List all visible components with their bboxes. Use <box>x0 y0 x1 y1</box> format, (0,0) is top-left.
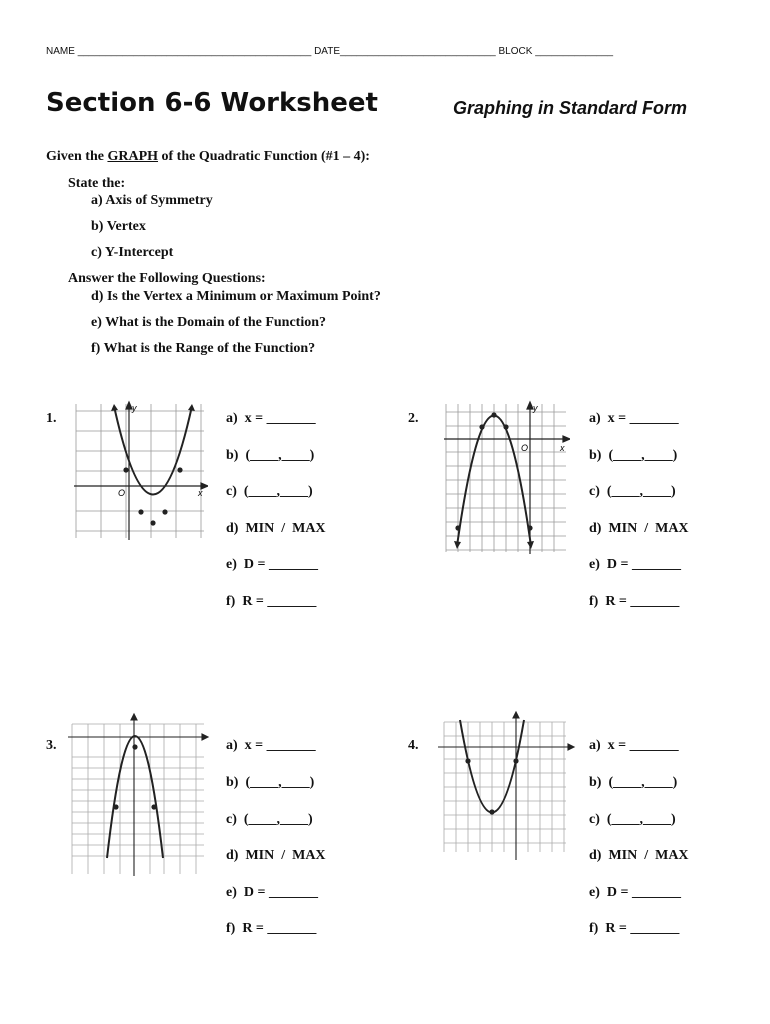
problem-1-number: 1. <box>46 411 57 426</box>
grid <box>72 724 204 874</box>
name-label: NAME <box>46 46 75 57</box>
problem-3-number: 3. <box>46 738 57 753</box>
y-axis-label: y <box>533 403 538 413</box>
state-item-vertex: b) Vertex <box>91 219 146 234</box>
answer-yintercept-line[interactable]: c) (____,____) <box>589 484 676 499</box>
answer-axis-line[interactable]: a) x = _______ <box>226 411 316 426</box>
answer-yintercept-line[interactable]: c) (____,____) <box>226 812 313 827</box>
state-item-yintercept: c) Y-Intercept <box>91 245 174 260</box>
plotted-points <box>123 467 182 525</box>
answer-min-max[interactable]: d) MIN / MAX <box>226 848 326 863</box>
question-min-max: d) Is the Vertex a Minimum or Maximum Point? <box>91 289 381 304</box>
grid <box>76 404 204 538</box>
graph-2 <box>442 400 570 556</box>
answer-vertex-line[interactable]: b) (____,____) <box>589 775 678 790</box>
answer-min-max[interactable]: d) MIN / MAX <box>226 521 326 536</box>
answer-label: Answer the Following Questions: <box>68 271 266 286</box>
curve-arrow-left <box>454 541 461 549</box>
origin-label: O <box>521 443 529 453</box>
answer-domain-line[interactable]: e) D = _______ <box>589 557 681 572</box>
curve-arrow-left <box>111 404 118 411</box>
problem-2-number: 2. <box>408 411 419 426</box>
answer-domain-line[interactable]: e) D = _______ <box>226 885 318 900</box>
given-prefix: Given the <box>46 149 108 164</box>
origin-label: O <box>118 488 126 498</box>
block-label: BLOCK <box>498 46 533 57</box>
question-range: f) What is the Range of the Function? <box>91 341 316 356</box>
answer-min-max[interactable]: d) MIN / MAX <box>589 848 689 863</box>
answer-range-line[interactable]: f) R = _______ <box>226 921 317 936</box>
date-label: DATE <box>314 46 340 57</box>
answer-range-line[interactable]: f) R = _______ <box>589 594 680 609</box>
given-suffix: of the Quadratic Function (#1 – 4): <box>158 149 370 164</box>
answer-axis-line[interactable]: a) x = _______ <box>589 411 679 426</box>
x-axis-label: x <box>198 488 203 498</box>
worksheet-subtitle: Graphing in Standard Form <box>453 98 688 118</box>
name-field[interactable]: __________________________________________ <box>77 46 312 57</box>
graph-1 <box>74 400 208 542</box>
answer-domain-line[interactable]: e) D = _______ <box>589 885 681 900</box>
graph-keyword: GRAPH <box>107 149 159 164</box>
y-axis-label: y <box>132 403 137 413</box>
problem-4-number: 4. <box>408 738 419 753</box>
block-field[interactable]: ______________ <box>535 46 614 57</box>
answer-range-line[interactable]: f) R = _______ <box>589 921 680 936</box>
answer-domain-line[interactable]: e) D = _______ <box>226 557 318 572</box>
answer-vertex-line[interactable]: b) (____,____) <box>226 775 315 790</box>
graph-4 <box>436 710 578 868</box>
state-item-axis: a) Axis of Symmetry <box>91 193 213 208</box>
answer-vertex-line[interactable]: b) (____,____) <box>589 448 678 463</box>
answer-vertex-line[interactable]: b) (____,____) <box>226 448 315 463</box>
instructions-heading <box>46 149 370 165</box>
answer-axis-line[interactable]: a) x = _______ <box>226 738 316 753</box>
graph-3 <box>64 710 212 882</box>
x-axis-label: x <box>560 443 565 453</box>
date-field[interactable]: ____________________________ <box>340 46 496 57</box>
axes <box>438 712 574 860</box>
parabola-curve <box>107 736 163 858</box>
student-info-header <box>46 46 730 57</box>
answer-yintercept-line[interactable]: c) (____,____) <box>589 812 676 827</box>
grid <box>444 722 566 852</box>
curve-arrow-right <box>527 541 534 549</box>
state-label: State the: <box>68 176 126 191</box>
answer-yintercept-line[interactable]: c) (____,____) <box>226 484 313 499</box>
question-domain: e) What is the Domain of the Function? <box>91 315 327 330</box>
answer-range-line[interactable]: f) R = _______ <box>226 594 317 609</box>
worksheet-title: Section 6-6 Worksheet <box>46 88 378 118</box>
curve-arrow-right <box>188 404 195 411</box>
answer-min-max[interactable]: d) MIN / MAX <box>589 521 689 536</box>
answer-axis-line[interactable]: a) x = _______ <box>589 738 679 753</box>
